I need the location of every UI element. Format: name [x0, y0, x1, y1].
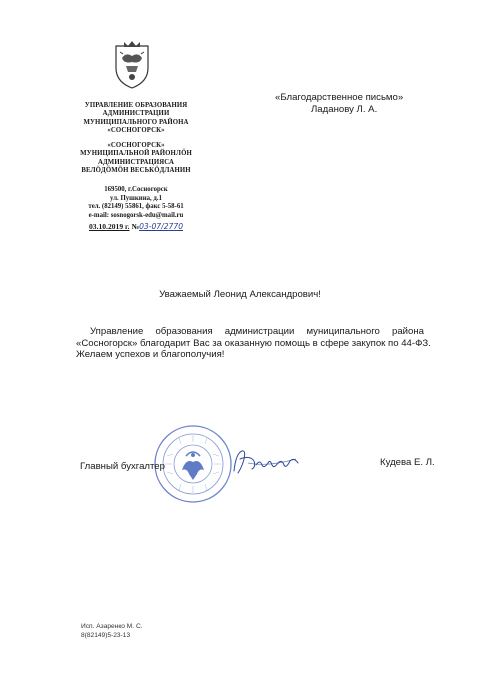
org-line: «СОСНОГОРСК»: [107, 142, 165, 149]
org-line: ВЕЛÖДÖМÖН ВЕСЬКÖДЛАНИН: [81, 167, 191, 175]
org-address: [62, 186, 210, 220]
signer-role: Главный бухгалтер: [80, 461, 165, 472]
org-name-komi: [62, 142, 210, 176]
date-number-line: [62, 222, 210, 231]
org-name-ru: [62, 102, 210, 136]
body-line: Управление образования администрации муниципального района: [90, 326, 424, 337]
body-line: «Сосногорск» благодарит Вас за оказанную помощь в сфере закупок по 44-ФЗ.: [76, 337, 431, 349]
coat-of-arms-emblem: [110, 38, 154, 90]
body-line: Желаем успехов и благополучия!: [76, 349, 225, 361]
org-line: МУНИЦИПАЛЬНОГО РАЙОНА: [83, 118, 189, 126]
address-line: 169500, г.Сосногорск: [104, 186, 168, 193]
org-line: «СОСНОГОРСК»: [107, 127, 165, 135]
address-line: ул. Пушкина, д.1: [110, 194, 162, 202]
official-stamp: [153, 424, 233, 504]
recipient-block: [275, 92, 403, 115]
org-line: АДМИНИСТРАЦИЯСА: [98, 158, 174, 166]
org-line: МУНИЦИПАЛЬНОЙ РАЙОНЛÖН: [80, 150, 192, 158]
letter-number: 03-07/2770: [139, 222, 184, 231]
letter-date: 03.10.2019 г.: [88, 222, 130, 231]
executor-name: Исп. Азаренко М. С.: [81, 623, 143, 630]
org-line: УПРАВЛЕНИЕ ОБРАЗОВАНИЯ: [84, 102, 188, 109]
letter-body: [76, 326, 431, 361]
signer-name: Кудева Е. Л.: [380, 457, 435, 468]
document-type: «Благодарственное письмо»: [275, 92, 404, 103]
executor-footer: [81, 623, 143, 640]
address-line: тел. (82149) 55861, факс 5-58-61: [88, 203, 184, 211]
recipient-name: Ладанову Л. А.: [311, 103, 378, 115]
address-line: e-mail: sosnogorsk-edu@mail.ru: [88, 211, 184, 219]
org-line: АДМИНИСТРАЦИИ: [102, 110, 170, 118]
number-label: №: [131, 222, 140, 231]
handwritten-signature: [228, 447, 300, 477]
executor-phone: 8(82149)5-23-13: [81, 631, 131, 639]
greeting: Уважаемый Леонид Александрович!: [159, 289, 321, 300]
